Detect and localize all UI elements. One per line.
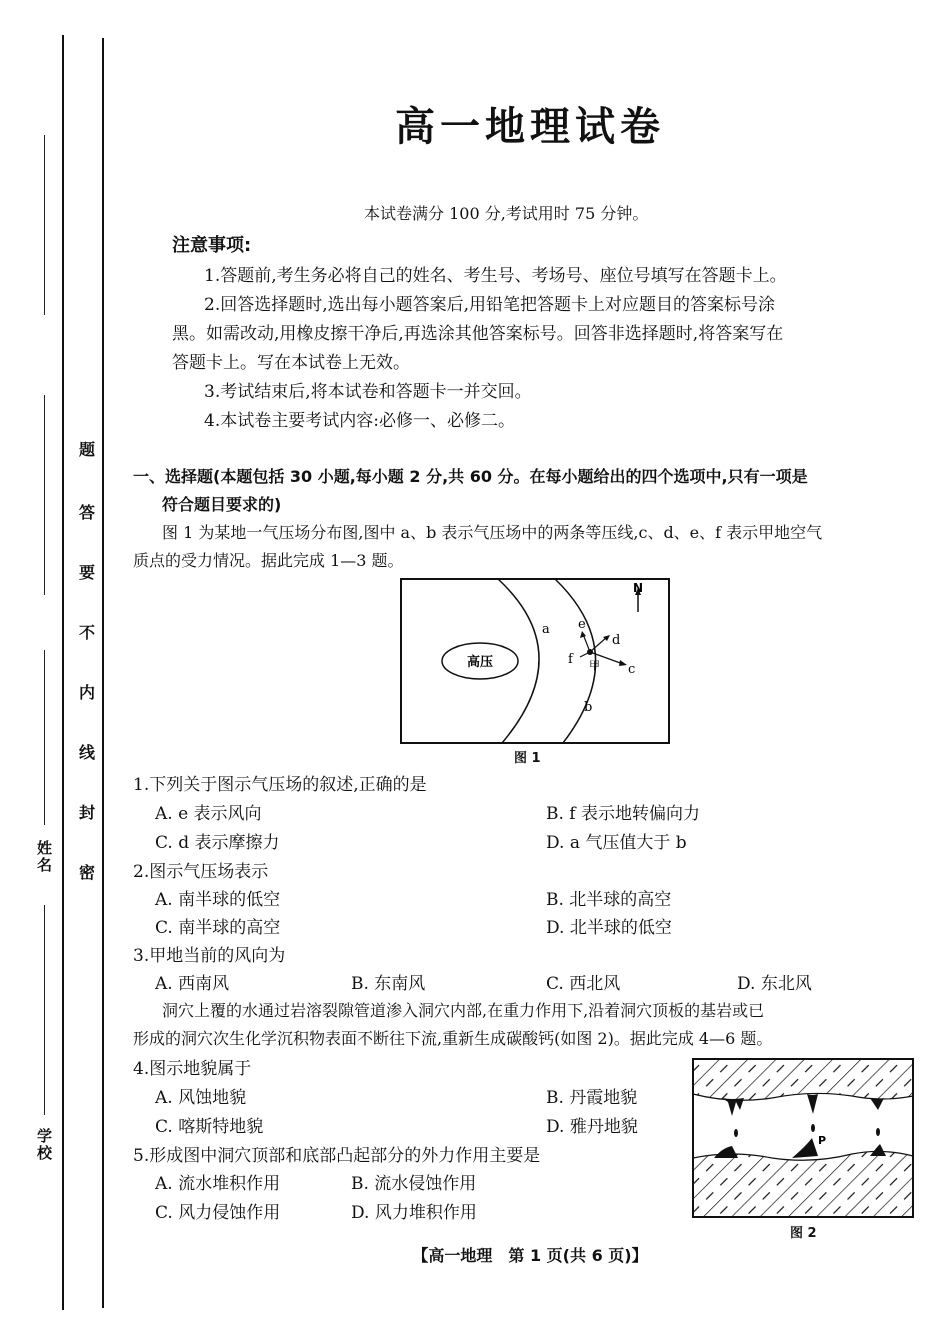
- figure-1-pressure-map: [400, 578, 670, 744]
- side-label-name: 姓名: [35, 840, 53, 874]
- exam-intro: 本试卷满分 100 分,考试用时 75 分钟。: [364, 204, 649, 223]
- isobar-b-label: b: [584, 700, 593, 715]
- q4-option-a: A. 风蚀地貌: [155, 1088, 247, 1108]
- q5-stem: 5.形成图中洞穴顶部和底部凸起部分的外力作用主要是: [133, 1146, 541, 1166]
- figure-1-caption: 图 1: [514, 751, 541, 766]
- binding-line-outer: [102, 38, 104, 1308]
- notice-item-2: 2.回答选择题时,选出每小题答案后,用铅笔把答题卡上对应题目的答案标号涂: [204, 295, 776, 315]
- side-label-school: 学校: [35, 1128, 53, 1162]
- water-drop-3: [876, 1128, 880, 1136]
- q2-option-a: A. 南半球的低空: [155, 890, 281, 910]
- q1-option-c: C. d 表示摩擦力: [155, 833, 280, 853]
- cave-floor-rock: [693, 1151, 913, 1217]
- seal-char: 内: [79, 683, 96, 702]
- q3-option-b: B. 东南风: [351, 974, 426, 994]
- notice-heading: 注意事项:: [172, 235, 252, 256]
- notice-item-2-cont: 答题卡上。写在本试卷上无效。: [172, 353, 410, 373]
- q3-option-c: C. 西北风: [546, 974, 621, 994]
- notice-item-1: 1.答题前,考生务必将自己的姓名、考生号、考场号、座位号填写在答题卡上。: [204, 266, 787, 286]
- q4-option-c: C. 喀斯特地貌: [155, 1117, 264, 1137]
- q4-option-b: B. 丹霞地貌: [546, 1088, 638, 1108]
- figure-1-frame: [401, 579, 669, 743]
- passage-1: 图 1 为某地一气压场分布图,图中 a、b 表示气压场中的两条等压线,c、d、e、f 表示甲地空气: [162, 523, 823, 542]
- high-pressure-label: 高压: [466, 655, 494, 670]
- passage-2-cont: 形成的洞穴次生化学沉积物表面不断往下流,重新生成碳酸钙(如图 2)。据此完成 4—6 题。: [133, 1029, 773, 1048]
- notice-item-3: 3.考试结束后,将本试卷和答题卡一并交回。: [204, 382, 532, 402]
- page-footer: 【高一地理 第 1 页(共 6 页)】: [412, 1246, 648, 1265]
- seal-char: 不: [79, 623, 96, 642]
- seal-char: 要: [79, 563, 96, 582]
- force-label-c: c: [628, 662, 636, 677]
- q2-option-d: D. 北半球的低空: [546, 918, 672, 938]
- q2-option-c: C. 南半球的高空: [155, 918, 281, 938]
- seal-char: 封: [79, 803, 96, 822]
- north-label: N: [633, 581, 644, 595]
- water-drop-1: [734, 1129, 738, 1137]
- q4-option-d: D. 雅丹地貌: [546, 1117, 638, 1137]
- q5-option-d: D. 风力堆积作用: [351, 1203, 477, 1223]
- side-field-line-3: [44, 650, 45, 825]
- q1-option-a: A. e 表示风向: [155, 804, 262, 824]
- passage-1-cont: 质点的受力情况。据此完成 1—3 题。: [133, 551, 404, 570]
- seal-char: 题: [79, 440, 96, 459]
- figure-2-cave-diagram: [692, 1058, 914, 1218]
- side-field-line-2: [44, 395, 45, 595]
- force-label-e: e: [578, 617, 586, 632]
- section-heading: 一、选择题(本题包括 30 小题,每小题 2 分,共 60 分。在每小题给出的四个选项中,只有一项是: [133, 467, 808, 486]
- force-label-f: f: [568, 652, 573, 667]
- q5-option-a: A. 流水堆积作用: [155, 1174, 281, 1194]
- q3-stem: 3.甲地当前的风向为: [133, 946, 286, 966]
- figure-2-caption: 图 2: [790, 1226, 817, 1241]
- isobar-a-label: a: [542, 622, 550, 637]
- notice-item-4: 4.本试卷主要考试内容:必修一、必修二。: [204, 411, 515, 431]
- seal-char: 密: [79, 863, 96, 882]
- q5-option-b: B. 流水侵蚀作用: [351, 1174, 477, 1194]
- water-drop-2: [811, 1124, 815, 1132]
- q3-option-a: A. 西南风: [155, 974, 230, 994]
- q4-stem: 4.图示地貌属于: [133, 1059, 252, 1079]
- section-heading-cont: 符合题目要求的): [162, 495, 282, 514]
- seal-char: 线: [79, 743, 96, 762]
- side-field-line-4: [44, 905, 45, 1115]
- side-field-line-1: [44, 135, 45, 315]
- cave-ceiling-rock: [693, 1059, 913, 1100]
- force-label-d: d: [612, 633, 621, 648]
- q2-option-b: B. 北半球的高空: [546, 890, 672, 910]
- q1-option-d: D. a 气压值大于 b: [546, 833, 687, 853]
- notice-item-2-cont: 黑。如需改动,用橡皮擦干净后,再选涂其他答案标号。回答非选择题时,将答案写在: [172, 324, 784, 344]
- page-title: 高一地理试卷: [395, 104, 665, 150]
- q3-option-d: D. 东北风: [737, 974, 812, 994]
- seal-char: 答: [79, 503, 96, 522]
- passage-2: 洞穴上覆的水通过岩溶裂隙管道渗入洞穴内部,在重力作用下,沿着洞穴顶板的基岩或已: [162, 1001, 765, 1020]
- q2-stem: 2.图示气压场表示: [133, 862, 269, 882]
- q5-option-c: C. 风力侵蚀作用: [155, 1203, 281, 1223]
- binding-line-inner: [62, 35, 64, 1310]
- point-jia-label: 甲: [589, 659, 600, 672]
- label-p: P: [818, 1134, 827, 1147]
- q1-option-b: B. f 表示地转偏向力: [546, 804, 700, 824]
- q1-stem: 1.下列关于图示气压场的叙述,正确的是: [133, 775, 427, 795]
